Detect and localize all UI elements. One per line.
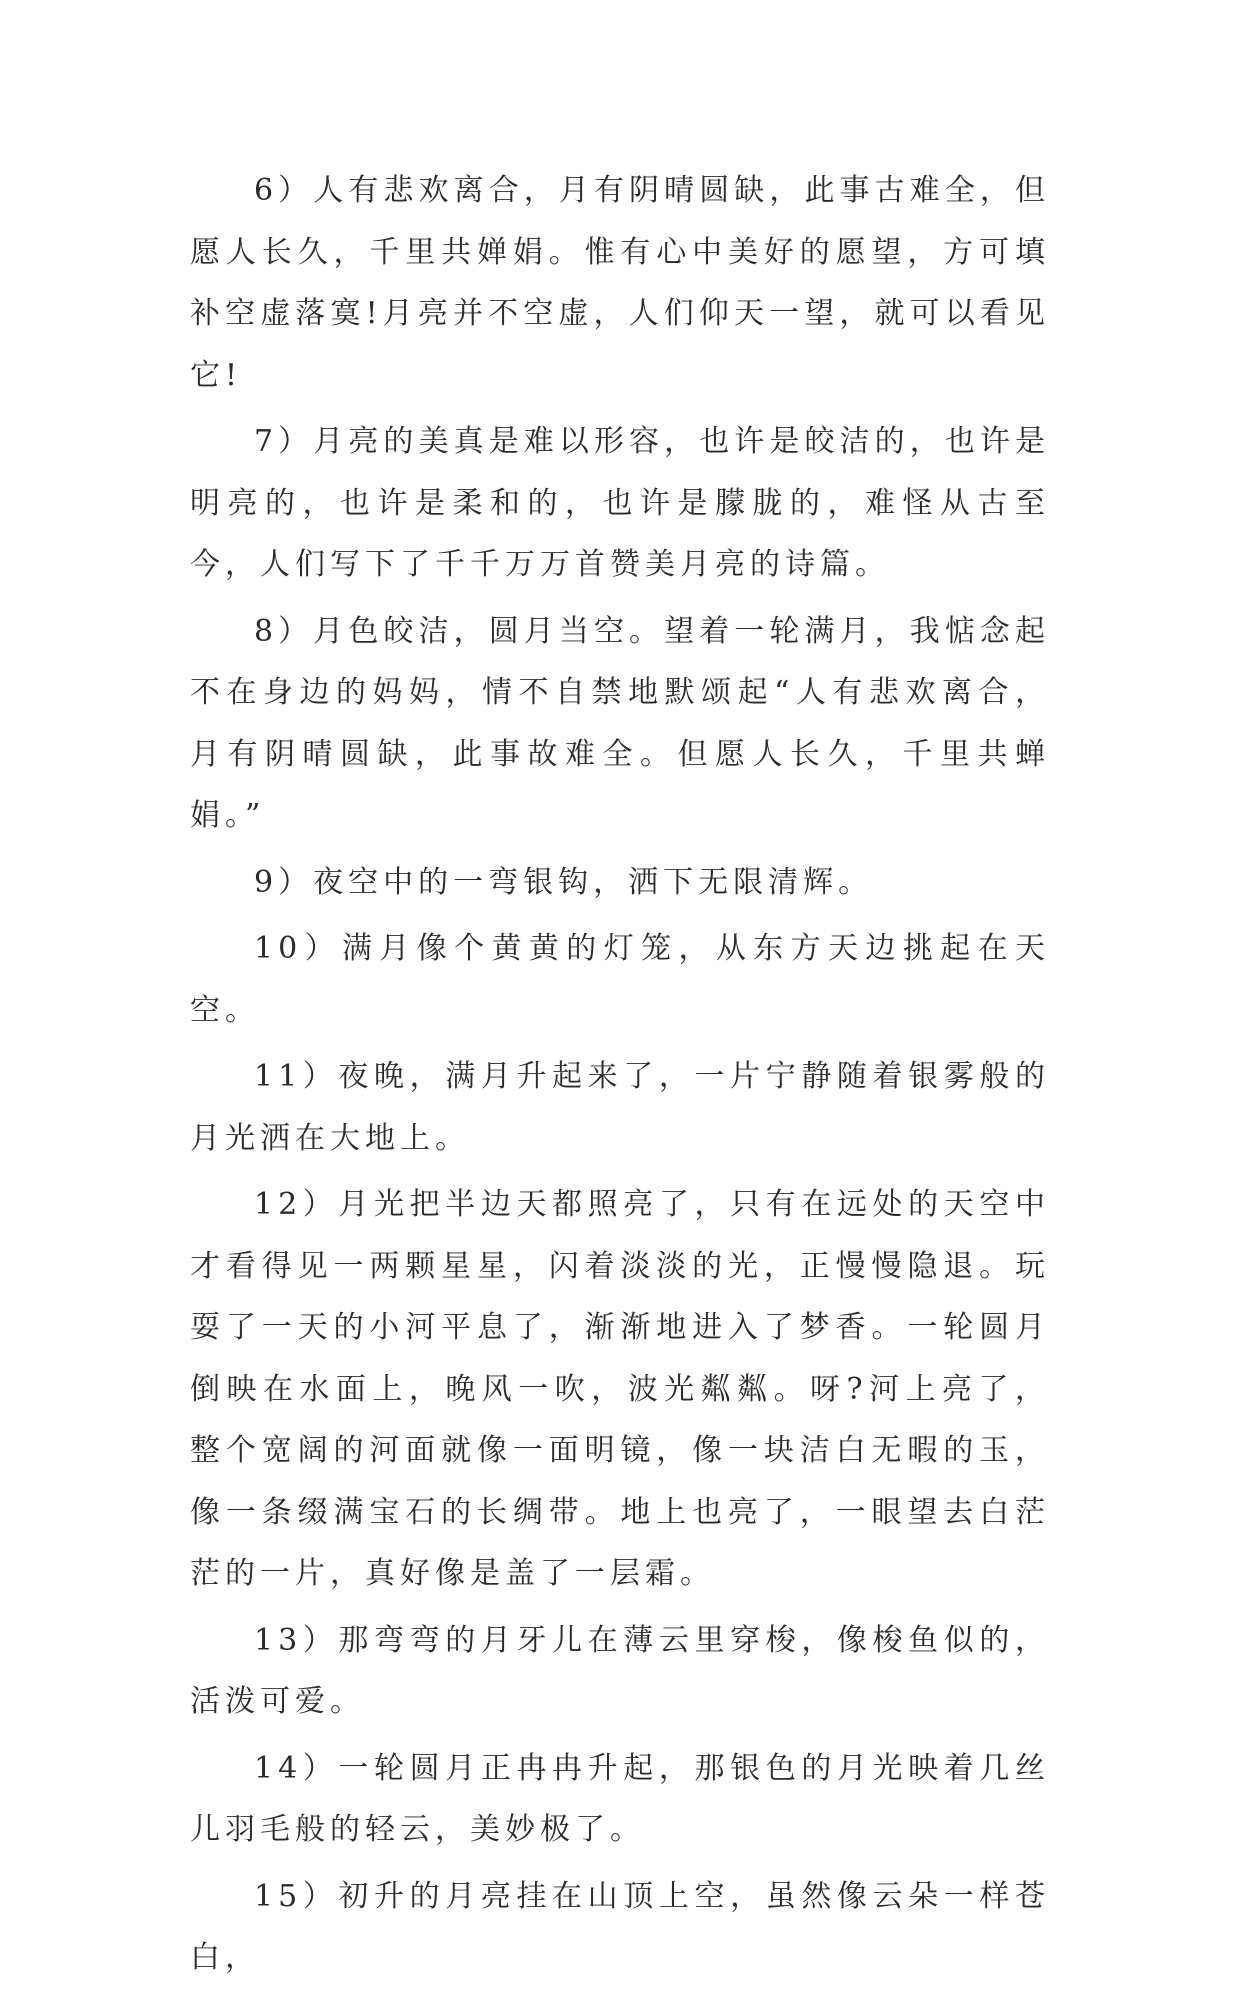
paragraph-7: 7）月亮的美真是难以形容，也许是皎洁的，也许是明亮的，也许是柔和的，也许是朦胧的，难怪从古至今，人们写下了千千万万首赞美月亮的诗篇。 (190, 424, 1050, 582)
paragraph-12: 12）月光把半边天都照亮了，只有在远处的天空中才看得见一两颗星星，闪着淡淡的光，正慢慢隐退。玩耍了一天的小河平息了，渐渐地进入了梦香。一轮圆月倒映在水面上，晚风一吹，波光粼粼。呀?河上亮了，整个宽阔的河面就像一面明镜，像一块洁白无暇的玉，像一条缀满宝石的长绸带。地上也亮了，一眼望去白茫茫的一片，真好像是盖了一层霜。 (190, 1187, 1050, 1591)
paragraph-11: 11）夜晚，满月升起来了，一片宁静随着银雾般的月光洒在大地上。 (190, 1059, 1050, 1156)
paragraph-10: 10）满月像个黄黄的灯笼，从东方天边挑起在天空。 (190, 931, 1050, 1028)
paragraph-9: 9）夜空中的一弯银钩，洒下无限清辉。 (254, 864, 874, 900)
paragraph-6: 6）人有悲欢离合，月有阴晴圆缺，此事古难全，但愿人长久，千里共婵娟。惟有心中美好的愿望，方可填补空虚落寞!月亮并不空虚，人们仰天一望，就可以看见它! (190, 173, 1050, 393)
paragraph-13: 13）那弯弯的月牙儿在薄云里穿梭，像梭鱼似的，活泼可爱。 (190, 1622, 1050, 1719)
paragraph-14: 14）一轮圆月正冉冉升起，那银色的月光映着几丝儿羽毛般的轻云，美妙极了。 (190, 1750, 1050, 1847)
document-body (190, 160, 1050, 1994)
paragraph-8: 8）月色皎洁，圆月当空。望着一轮满月，我惦念起不在身边的妈妈，情不自禁地默颂起“人有悲欢离合，月有阴晴圆缺，此事故难全。但愿人长久，千里共蝉娟。” (190, 613, 1050, 833)
paragraph-15: 15）初升的月亮挂在山顶上空，虽然像云朵一样苍白， (190, 1878, 1050, 1975)
